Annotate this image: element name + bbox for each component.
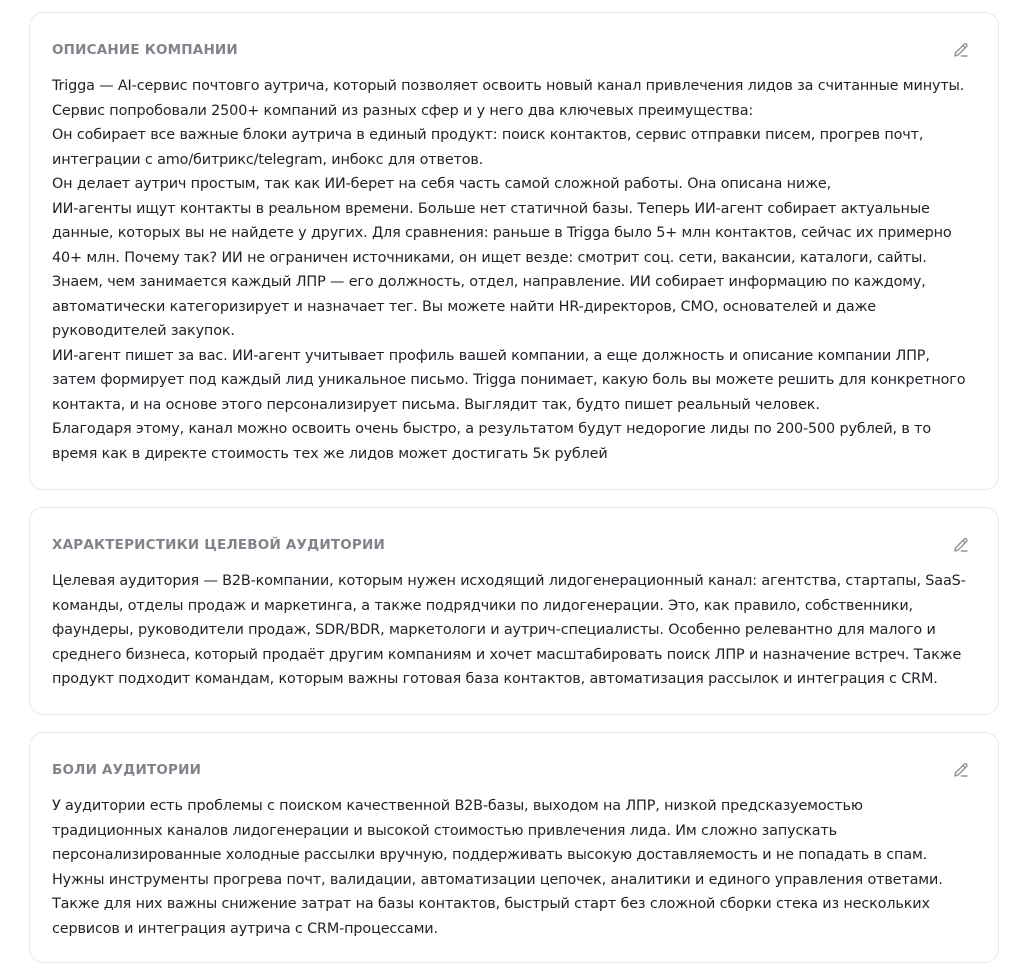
pencil-icon[interactable] (952, 761, 970, 779)
text-line: традиционных каналов лидогенерации и высокой стоимостью привлечения лида. Им сложно запускать (52, 822, 837, 839)
text-line: данные, которых вы не найдете у других. Для сравнения: раньше в Trigga было 5+ млн контактов, сейчас их примерно (52, 225, 952, 241)
text-line: время как в директе стоимость тех же лидов может достигать 5к рублей (52, 445, 608, 462)
text-line: Также для них важны снижение затрат на базы контактов, быстрый старт без сложной сборки стека из нескольких (52, 896, 930, 912)
pencil-icon[interactable] (952, 536, 970, 554)
text-line: затем формирует под каждый лид уникальное письмо. Trigga понимает, какую боль вы можете решить для конкретного (52, 372, 966, 388)
text-line: 40+ млн. Почему так? ИИ не ограничен источниками, он ищет везде: смотрит соц. сети, вакансии, каталоги, сайты. (52, 249, 927, 266)
text-line: команды, отделы продаж и маркетинга, а также подрядчики по лидогенерации. Это, как правило, собственники, (52, 597, 913, 614)
text-line: ИИ-агент пишет за вас. ИИ-агент учитывает профиль вашей компании, а еще должность и описание компании ЛПР, (52, 347, 930, 364)
target-audience-card (29, 507, 999, 715)
card-text (52, 794, 980, 941)
text-line: контакта, и на основе этого персонализирует письма. Выглядит так, будто пишет реальный человек. (52, 396, 820, 413)
text-line: ИИ-агенты ищут контакты в реальном времени. Больше нет статичной базы. Теперь ИИ-агент собирает актуальные (52, 200, 930, 217)
text-line: Благодаря этому, канал можно освоить очень быстро, а результатом будут недорогие лиды по 200-500 рублей, в то (52, 421, 932, 437)
text-line: автоматически категоризирует и назначает тег. Вы можете найти HR-директоров, CMO, основателей и даже (52, 298, 877, 315)
pencil-icon[interactable] (952, 41, 970, 59)
card-text (52, 74, 980, 466)
card-title: ОПИСАНИЕ КОМПАНИИ (52, 42, 238, 58)
text-line: руководителей закупок. (52, 323, 235, 339)
text-line: Trigga — AI-сервис почтовго аутрича, который позволяет освоить новый канал привлечения лидов за считанные минуты. (52, 78, 965, 94)
text-line: продукт подходит командам, которым важны готовая база контактов, автоматизация рассылок и интеграция с CRM. (52, 671, 938, 687)
card-title: БОЛИ АУДИТОРИИ (52, 762, 202, 778)
text-line: Он делает аутрич простым, так как ИИ-берет на себя часть самой сложной работы. Она описана ниже, (52, 176, 832, 192)
text-line: Нужны инструменты прогрева почт, валидации, автоматизации цепочек, аналитики и единого управления ответами. (52, 871, 943, 888)
text-line: интеграции с amo/битрикс/telegram, инбокс для ответов. (52, 151, 484, 168)
card-title: ХАРАКТЕРИСТИКИ ЦЕЛЕВОЙ АУДИТОРИИ (52, 537, 386, 553)
text-line: Целевая аудитория — B2B-компании, которым нужен исходящий лидогенерационный канал: агентства, стартапы, SaaS- (52, 573, 966, 589)
text-line: среднего бизнеса, который продаёт другим компаниям и хочет масштабировать поиск ЛПР и назначение встреч. Также (52, 646, 962, 663)
text-line: фаундеры, руководители продаж, SDR/BDR, маркетологи и аутрич-специалисты. Особенно релевантно для малого и (52, 622, 936, 638)
text-line: персонализированные холодные рассылки вручную, поддерживать высокую доставляемость и не попадать в спам. (52, 847, 928, 863)
text-line: сервисов и интеграция аутрича с CRM-процессами. (52, 920, 438, 937)
text-line: Сервис попробовали 2500+ компаний из разных сфер и у него два ключевых преимущества: (52, 102, 754, 119)
text-line: Он собирает все важные блоки аутрича в единый продукт: поиск контактов, сервис отправки писем, прогрев почт, (52, 127, 924, 143)
card-text (52, 569, 980, 692)
audience-pains-card (29, 732, 999, 963)
text-line: У аудитории есть проблемы с поиском качественной B2B-базы, выходом на ЛПР, низкой предсказуемостью (52, 798, 863, 814)
text-line: Знаем, чем занимается каждый ЛПР — его должность, отдел, направление. ИИ собирает информацию по каждому, (52, 274, 926, 290)
company-description-card (29, 12, 999, 490)
